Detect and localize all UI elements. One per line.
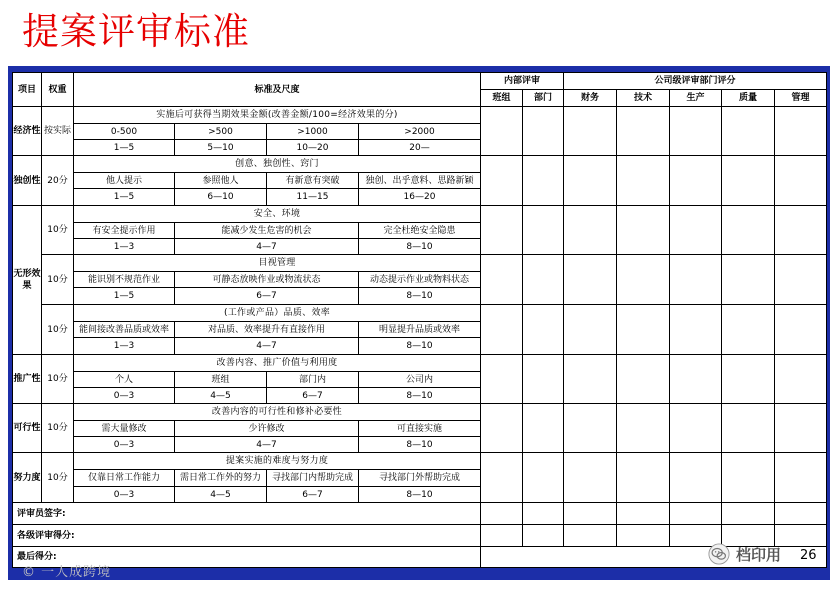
score-cell[interactable] bbox=[722, 206, 775, 255]
score-cell[interactable] bbox=[617, 156, 670, 206]
final-score-label: 最后得分: bbox=[13, 547, 481, 568]
header-internal-review: 内部评审 bbox=[481, 73, 564, 90]
score-cell[interactable] bbox=[670, 404, 722, 453]
level-cell: 有新意有突破 bbox=[267, 173, 359, 189]
level-cell: 能识别不规范作业 bbox=[74, 272, 175, 288]
level-score-cell[interactable] bbox=[775, 525, 827, 547]
score-range: 1—5 bbox=[74, 140, 175, 156]
level-cell: 明显提升品质或效率 bbox=[359, 322, 481, 338]
col-team: 班组 bbox=[481, 90, 523, 107]
score-range: 20— bbox=[359, 140, 481, 156]
weight-quality: 10分 bbox=[42, 305, 74, 355]
score-cell[interactable] bbox=[670, 255, 722, 305]
header-standard: 标准及尺度 bbox=[74, 73, 481, 107]
criterion-safety: 安全、环境 bbox=[74, 206, 481, 223]
score-cell[interactable] bbox=[523, 206, 564, 255]
score-cell[interactable] bbox=[775, 206, 827, 255]
score-cell[interactable] bbox=[564, 255, 617, 305]
score-cell[interactable] bbox=[775, 107, 827, 156]
criterion-economic: 实施后可获得当期效果金额(改善金额/100=经济效果的分) bbox=[74, 107, 481, 124]
score-cell[interactable] bbox=[722, 255, 775, 305]
score-range: 0—3 bbox=[74, 437, 175, 453]
level-cell: 部门内 bbox=[267, 372, 359, 388]
level-cell: >2000 bbox=[359, 124, 481, 140]
level-cell: 需日常工作外的努力 bbox=[175, 470, 267, 487]
score-cell[interactable] bbox=[617, 206, 670, 255]
score-cell[interactable] bbox=[481, 305, 523, 355]
score-cell[interactable] bbox=[523, 355, 564, 404]
col-management: 管理 bbox=[775, 90, 827, 107]
ghost-watermark: © 一人成跨境 bbox=[22, 565, 112, 580]
col-department: 部门 bbox=[523, 90, 564, 107]
score-range: 1—5 bbox=[74, 189, 175, 206]
score-range: 1—3 bbox=[74, 239, 175, 255]
score-range: 6—10 bbox=[175, 189, 267, 206]
level-cell: 公司内 bbox=[359, 372, 481, 388]
score-cell[interactable] bbox=[523, 453, 564, 503]
score-cell[interactable] bbox=[722, 107, 775, 156]
score-cell[interactable] bbox=[617, 107, 670, 156]
level-cell: 对品质、效率提升有直接作用 bbox=[175, 322, 359, 338]
score-cell[interactable] bbox=[564, 355, 617, 404]
score-range: 6—7 bbox=[267, 388, 359, 404]
score-cell[interactable] bbox=[722, 305, 775, 355]
score-cell[interactable] bbox=[617, 255, 670, 305]
category-creative: 独创性 bbox=[13, 156, 42, 206]
weight-economic: 按实际 bbox=[42, 107, 74, 156]
level-cell: 他人提示 bbox=[74, 173, 175, 189]
review-standard-table bbox=[12, 72, 827, 568]
score-cell[interactable] bbox=[775, 404, 827, 453]
header-weight: 权重 bbox=[42, 73, 74, 107]
score-cell[interactable] bbox=[617, 305, 670, 355]
level-cell: 个人 bbox=[74, 372, 175, 388]
score-range: 1—5 bbox=[74, 288, 175, 305]
reviewer-signature-label: 评审员签字: bbox=[13, 503, 481, 525]
category-economic: 经济性 bbox=[13, 107, 42, 156]
signature-cell[interactable] bbox=[722, 503, 775, 525]
score-range: 4—7 bbox=[175, 239, 359, 255]
weight-visual: 10分 bbox=[42, 255, 74, 305]
watermark bbox=[708, 541, 781, 567]
score-cell[interactable] bbox=[617, 355, 670, 404]
score-range: 0—3 bbox=[74, 487, 175, 503]
level-cell: >1000 bbox=[267, 124, 359, 140]
criterion-effort: 提案实施的难度与努力度 bbox=[74, 453, 481, 470]
signature-cell[interactable] bbox=[523, 503, 564, 525]
score-cell[interactable] bbox=[481, 107, 523, 156]
score-cell[interactable] bbox=[670, 206, 722, 255]
header-company-review: 公司级评审部门评分 bbox=[564, 73, 827, 90]
level-cell: 动态提示作业或物料状态 bbox=[359, 272, 481, 288]
level-score-cell[interactable] bbox=[481, 525, 523, 547]
score-cell[interactable] bbox=[481, 206, 523, 255]
score-cell[interactable] bbox=[775, 156, 827, 206]
level-cell: 有安全提示作用 bbox=[74, 223, 175, 239]
col-quality: 质量 bbox=[722, 90, 775, 107]
score-range: 16—20 bbox=[359, 189, 481, 206]
score-cell[interactable] bbox=[564, 107, 617, 156]
score-range: 4—5 bbox=[175, 487, 267, 503]
criterion-promotion: 改善内容、推广价值与利用度 bbox=[74, 355, 481, 372]
score-cell[interactable] bbox=[722, 156, 775, 206]
signature-cell[interactable] bbox=[564, 503, 617, 525]
score-cell[interactable] bbox=[775, 255, 827, 305]
signature-cell[interactable] bbox=[775, 503, 827, 525]
score-range: 8—10 bbox=[359, 239, 481, 255]
score-cell[interactable] bbox=[775, 305, 827, 355]
level-cell: 独创、出乎意料、思路新颖 bbox=[359, 173, 481, 189]
level-score-cell[interactable] bbox=[564, 525, 617, 547]
score-cell[interactable] bbox=[523, 305, 564, 355]
score-cell[interactable] bbox=[481, 453, 523, 503]
score-range: 10—20 bbox=[267, 140, 359, 156]
level-cell: 少许修改 bbox=[175, 421, 359, 437]
score-range: 8—10 bbox=[359, 487, 481, 503]
level-cell: 可静态放映作业或物流状态 bbox=[175, 272, 359, 288]
score-cell[interactable] bbox=[481, 404, 523, 453]
score-cell[interactable] bbox=[617, 453, 670, 503]
score-cell[interactable] bbox=[564, 453, 617, 503]
level-scores-label: 各级评审得分: bbox=[13, 525, 481, 547]
category-feasibility: 可行性 bbox=[13, 404, 42, 453]
col-production: 生产 bbox=[670, 90, 722, 107]
level-cell: 能减少发生危害的机会 bbox=[175, 223, 359, 239]
signature-cell[interactable] bbox=[617, 503, 670, 525]
col-finance: 财务 bbox=[564, 90, 617, 107]
score-cell[interactable] bbox=[523, 107, 564, 156]
score-cell[interactable] bbox=[670, 107, 722, 156]
level-cell: 寻找部门外帮助完成 bbox=[359, 470, 481, 487]
score-cell[interactable] bbox=[523, 156, 564, 206]
category-effort: 努力度 bbox=[13, 453, 42, 503]
score-range: 11—15 bbox=[267, 189, 359, 206]
header-item: 项目 bbox=[13, 73, 42, 107]
page-title: 提案评审标准 bbox=[22, 10, 250, 53]
score-range: 8—10 bbox=[359, 338, 481, 355]
score-range: 1—3 bbox=[74, 338, 175, 355]
score-cell[interactable] bbox=[722, 453, 775, 503]
score-range: 5—10 bbox=[175, 140, 267, 156]
level-cell: 可直接实施 bbox=[359, 421, 481, 437]
score-range: 6—7 bbox=[267, 487, 359, 503]
level-score-cell[interactable] bbox=[523, 525, 564, 547]
score-cell[interactable] bbox=[523, 255, 564, 305]
level-cell: 需大量修改 bbox=[74, 421, 175, 437]
score-cell[interactable] bbox=[722, 404, 775, 453]
score-cell[interactable] bbox=[670, 305, 722, 355]
score-cell[interactable] bbox=[481, 255, 523, 305]
score-cell[interactable] bbox=[722, 355, 775, 404]
weight-creative: 20分 bbox=[42, 156, 74, 206]
score-cell[interactable] bbox=[564, 156, 617, 206]
score-cell[interactable] bbox=[670, 453, 722, 503]
score-range: 8—10 bbox=[359, 288, 481, 305]
wechat-icon bbox=[708, 543, 730, 565]
level-cell: 参照他人 bbox=[175, 173, 267, 189]
signature-cell[interactable] bbox=[481, 503, 523, 525]
watermark-text: 档印用 bbox=[736, 545, 782, 564]
criterion-quality: (工作或产品）品质、效率 bbox=[74, 305, 481, 322]
score-range: 8—10 bbox=[359, 437, 481, 453]
level-cell: 完全杜绝安全隐患 bbox=[359, 223, 481, 239]
score-range: 4—7 bbox=[175, 437, 359, 453]
score-cell[interactable] bbox=[481, 156, 523, 206]
weight-effort: 10分 bbox=[42, 453, 74, 503]
score-cell[interactable] bbox=[775, 355, 827, 404]
score-range: 4—7 bbox=[175, 338, 359, 355]
score-cell[interactable] bbox=[670, 355, 722, 404]
score-range: 0—3 bbox=[74, 388, 175, 404]
score-cell[interactable] bbox=[564, 305, 617, 355]
level-cell: >500 bbox=[175, 124, 267, 140]
weight-safety: 10分 bbox=[42, 206, 74, 255]
weight-promotion: 10分 bbox=[42, 355, 74, 404]
score-range: 4—5 bbox=[175, 388, 267, 404]
score-range: 6—7 bbox=[175, 288, 359, 305]
score-cell[interactable] bbox=[670, 156, 722, 206]
page-number: 26 bbox=[800, 548, 817, 563]
level-cell: 班组 bbox=[175, 372, 267, 388]
score-cell[interactable] bbox=[564, 206, 617, 255]
level-score-cell[interactable] bbox=[617, 525, 670, 547]
score-range: 8—10 bbox=[359, 388, 481, 404]
criterion-creative: 创意、独创性、窍门 bbox=[74, 156, 481, 173]
level-cell: 仅靠日常工作能力 bbox=[74, 470, 175, 487]
col-technology: 技术 bbox=[617, 90, 670, 107]
level-cell: 0-500 bbox=[74, 124, 175, 140]
criterion-visual: 目视管理 bbox=[74, 255, 481, 272]
score-cell[interactable] bbox=[617, 404, 670, 453]
level-cell: 能间接改善品质或效率 bbox=[74, 322, 175, 338]
score-cell[interactable] bbox=[481, 355, 523, 404]
signature-cell[interactable] bbox=[670, 503, 722, 525]
category-intangible: 无形效果 bbox=[13, 206, 42, 355]
category-promotion: 推广性 bbox=[13, 355, 42, 404]
score-cell[interactable] bbox=[564, 404, 617, 453]
criterion-feasibility: 改善内容的可行性和修补必要性 bbox=[74, 404, 481, 421]
level-cell: 寻找部门内帮助完成 bbox=[267, 470, 359, 487]
score-cell[interactable] bbox=[775, 453, 827, 503]
weight-feasibility: 10分 bbox=[42, 404, 74, 453]
score-cell[interactable] bbox=[523, 404, 564, 453]
